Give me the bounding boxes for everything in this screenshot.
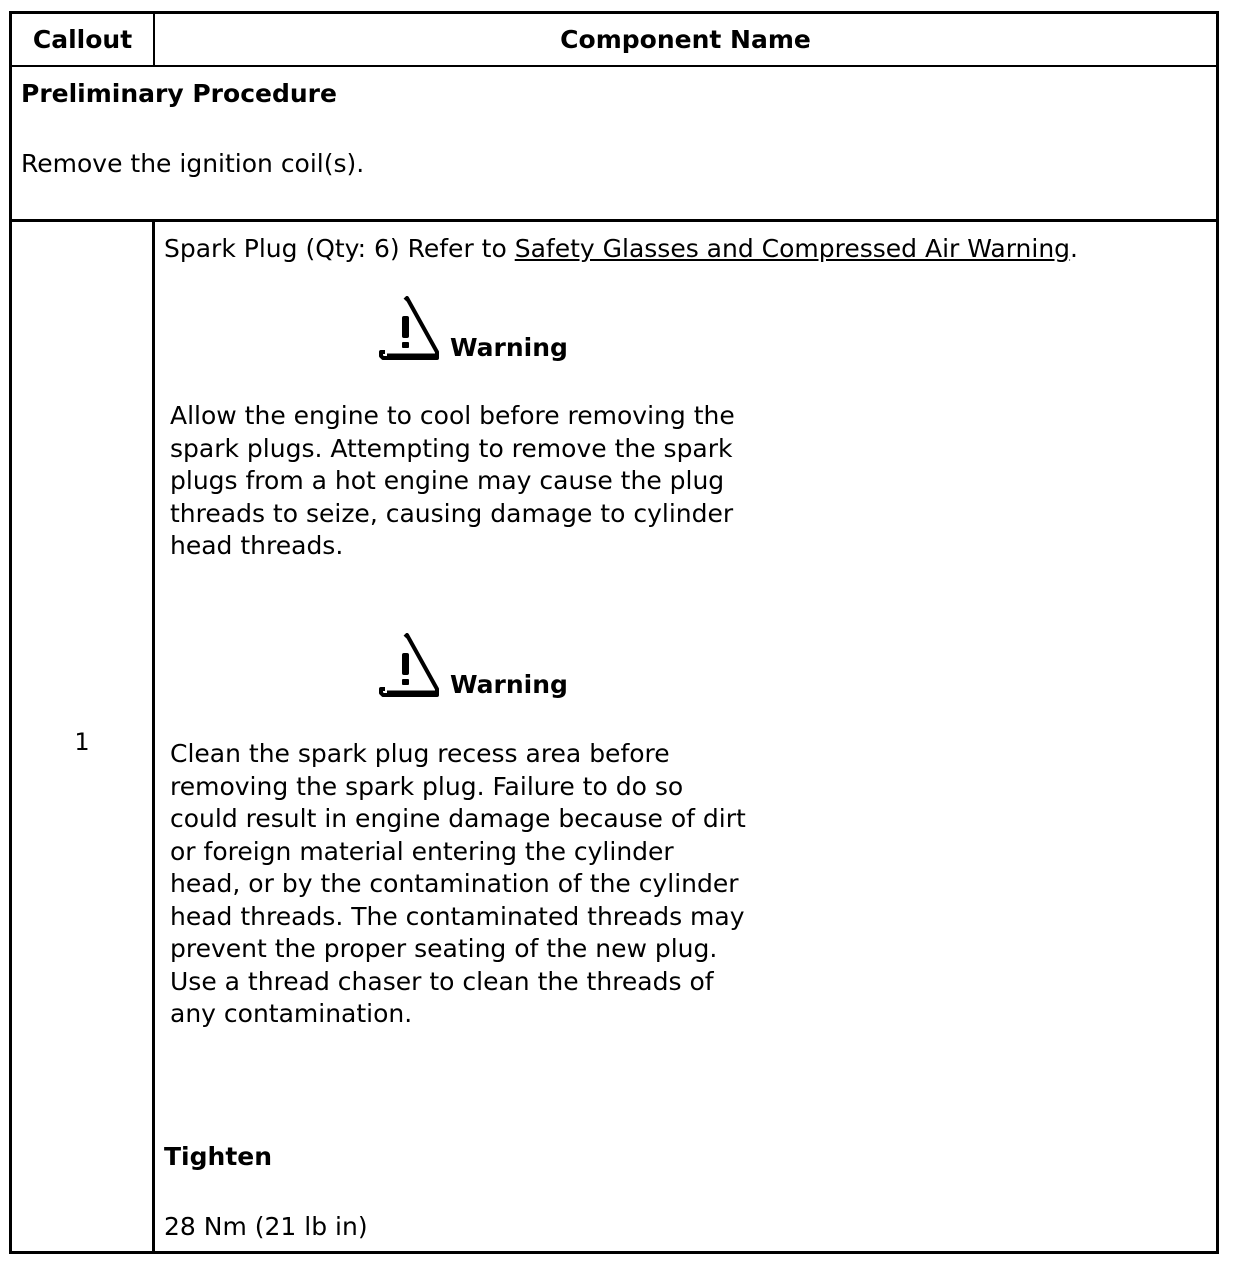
tighten-label: Tighten [164,1142,273,1171]
preliminary-procedure-title: Preliminary Procedure [21,79,337,108]
step-intro-prefix: Spark Plug (Qty: 6) Refer to [164,234,515,263]
callout-column-header: Callout [12,14,155,65]
preliminary-procedure-row [12,67,1216,222]
safety-warning-link[interactable]: Safety Glasses and Compressed Air Warning [514,234,1071,263]
warning-label: Warning [450,670,568,699]
callout-cell [12,222,155,1251]
warning-label: Warning [450,333,568,362]
warning-icon [377,296,441,362]
warning-header-2 [377,633,568,699]
component-name-column-header: Component Name [560,25,811,54]
table-header-row [12,14,1216,67]
component-cell [155,222,1216,1251]
callout-number: 1 [74,728,90,756]
preliminary-procedure-text: Remove the ignition coil(s). [21,149,365,178]
warning-icon [377,633,441,699]
step-intro-suffix: . [1070,234,1078,263]
table-row [12,222,1216,1251]
warning-header-1 [377,296,568,362]
warning-text-1: Allow the engine to cool before removing the spark plugs. Attempting to remove the spark plugs from a hot engine may cause the plug threads to seize, causing damage to cylinder head threads. [170,401,735,560]
warning-text-2: Clean the spark plug recess area before removing the spark plug. Failure to do so could result in engine damage because of dirt or foreign material entering the cylinder head, or by the contamination of the cylinder head threads. The contaminated threads may prevent the proper seating of the new plug. Use a thread chaser to clean the threads of any contamination. [170,739,746,1028]
procedure-table [9,11,1219,1254]
step-intro [164,234,1078,263]
torque-value: 28 Nm (21 lb in) [164,1212,368,1241]
